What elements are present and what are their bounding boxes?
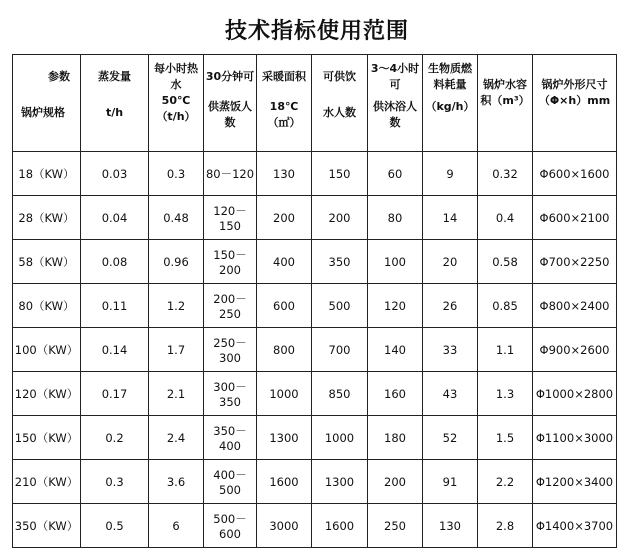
cell-heating-area: 1600 [257, 460, 312, 504]
header-text: 采暖面积 [262, 70, 306, 83]
cell-model: 18（KW） [13, 152, 81, 196]
header-unit: 积（m³） [480, 94, 530, 107]
header-text: 锅炉外形尺寸 [541, 78, 608, 91]
cell-bath-people: 200 [368, 460, 423, 504]
cell-meal-people: 200－250 [204, 284, 257, 328]
cell-evaporation: 0.2 [81, 416, 149, 460]
cell-bath-people: 160 [368, 372, 423, 416]
cell-dimensions: Φ800×2400 [533, 284, 617, 328]
cell-dimensions: Φ900×2600 [533, 328, 617, 372]
page-title: 技术指标使用范围 [224, 19, 409, 44]
cell-heating-area: 1300 [257, 416, 312, 460]
header-unit: 50℃ [161, 94, 191, 107]
cell-hot-water: 3.6 [149, 460, 204, 504]
cell-heating-area: 1000 [257, 372, 312, 416]
header-unit: （Φ×h）mm [538, 94, 611, 107]
header-water-volume [478, 55, 533, 152]
cell-bath-people: 80 [368, 196, 423, 240]
cell-model: 350（KW） [13, 504, 81, 548]
cell-evaporation: 0.5 [81, 504, 149, 548]
header-text: 锅炉水容 [483, 78, 527, 91]
header-spec-param: 参数 [48, 70, 70, 83]
header-meal-people [204, 55, 257, 152]
header-unit-2: （㎡） [267, 116, 301, 129]
cell-drinking-people: 1300 [312, 460, 368, 504]
cell-water-volume: 0.58 [478, 240, 533, 284]
header-text: 可供饮 [323, 70, 356, 83]
cell-drinking-people: 200 [312, 196, 368, 240]
header-unit: 18℃ [269, 100, 299, 113]
cell-evaporation: 0.3 [81, 460, 149, 504]
header-unit: （kg/h） [425, 100, 475, 113]
header-bath-people [368, 55, 423, 152]
cell-model: 120（KW） [13, 372, 81, 416]
cell-meal-people: 300－350 [204, 372, 257, 416]
cell-model: 80（KW） [13, 284, 81, 328]
header-text: 每小时热水 [154, 62, 198, 91]
table-row [13, 196, 617, 240]
cell-water-volume: 1.3 [478, 372, 533, 416]
cell-bath-people: 60 [368, 152, 423, 196]
cell-evaporation: 0.08 [81, 240, 149, 284]
header-fuel-consumption [423, 55, 478, 152]
cell-evaporation: 0.11 [81, 284, 149, 328]
cell-hot-water: 0.3 [149, 152, 204, 196]
cell-model: 210（KW） [13, 460, 81, 504]
cell-hot-water: 0.48 [149, 196, 204, 240]
cell-dimensions: Φ1100×3000 [533, 416, 617, 460]
cell-heating-area: 130 [257, 152, 312, 196]
header-unit: t/h [105, 106, 124, 119]
cell-bath-people: 250 [368, 504, 423, 548]
table-body [13, 152, 617, 548]
cell-meal-people: 400－500 [204, 460, 257, 504]
header-spec [13, 55, 81, 152]
cell-fuel-consumption: 52 [423, 416, 478, 460]
cell-meal-people: 150－200 [204, 240, 257, 284]
cell-fuel-consumption: 130 [423, 504, 478, 548]
cell-evaporation: 0.17 [81, 372, 149, 416]
header-unit-2: （t/h） [156, 110, 196, 123]
cell-model: 150（KW） [13, 416, 81, 460]
cell-water-volume: 2.2 [478, 460, 533, 504]
header-text-2: 供蒸饭人数 [208, 100, 252, 129]
cell-drinking-people: 850 [312, 372, 368, 416]
cell-water-volume: 1.5 [478, 416, 533, 460]
table-row [13, 460, 617, 504]
header-text: 蒸发量 [98, 70, 131, 83]
cell-drinking-people: 1600 [312, 504, 368, 548]
cell-bath-people: 120 [368, 284, 423, 328]
header-spec-model: 锅炉规格 [21, 106, 65, 119]
cell-dimensions: Φ600×1600 [533, 152, 617, 196]
cell-meal-people: 350－400 [204, 416, 257, 460]
table-row [13, 240, 617, 284]
cell-hot-water: 0.96 [149, 240, 204, 284]
cell-dimensions: Φ1400×3700 [533, 504, 617, 548]
cell-hot-water: 1.7 [149, 328, 204, 372]
cell-drinking-people: 700 [312, 328, 368, 372]
cell-meal-people: 80－120 [204, 152, 257, 196]
header-text: 生物质燃 [428, 62, 472, 75]
table-row [13, 504, 617, 548]
cell-water-volume: 0.32 [478, 152, 533, 196]
header-text: 30分钟可 [205, 70, 255, 83]
cell-drinking-people: 350 [312, 240, 368, 284]
cell-heating-area: 3000 [257, 504, 312, 548]
table-row [13, 152, 617, 196]
cell-drinking-people: 500 [312, 284, 368, 328]
spec-table [12, 54, 617, 548]
cell-drinking-people: 150 [312, 152, 368, 196]
header-dimensions [533, 55, 617, 152]
header-text: 3～4小时可 [370, 62, 420, 91]
header-text-2: 供沐浴人数 [373, 100, 417, 129]
cell-evaporation: 0.04 [81, 196, 149, 240]
cell-model: 58（KW） [13, 240, 81, 284]
cell-evaporation: 0.03 [81, 152, 149, 196]
cell-fuel-consumption: 26 [423, 284, 478, 328]
cell-fuel-consumption: 33 [423, 328, 478, 372]
cell-heating-area: 400 [257, 240, 312, 284]
cell-fuel-consumption: 14 [423, 196, 478, 240]
header-text-2: 水人数 [323, 106, 356, 119]
cell-water-volume: 2.8 [478, 504, 533, 548]
cell-dimensions: Φ1200×3400 [533, 460, 617, 504]
cell-drinking-people: 1000 [312, 416, 368, 460]
table-row [13, 328, 617, 372]
cell-water-volume: 0.85 [478, 284, 533, 328]
header-drinking-people [312, 55, 368, 152]
cell-bath-people: 140 [368, 328, 423, 372]
cell-bath-people: 100 [368, 240, 423, 284]
header-text-2: 料耗量 [433, 78, 467, 91]
cell-meal-people: 500－600 [204, 504, 257, 548]
cell-dimensions: Φ700×2250 [533, 240, 617, 284]
cell-bath-people: 180 [368, 416, 423, 460]
cell-fuel-consumption: 20 [423, 240, 478, 284]
cell-model: 28（KW） [13, 196, 81, 240]
cell-dimensions: Φ600×2100 [533, 196, 617, 240]
table-row [13, 416, 617, 460]
cell-hot-water: 2.4 [149, 416, 204, 460]
cell-water-volume: 0.4 [478, 196, 533, 240]
cell-model: 100（KW） [13, 328, 81, 372]
cell-dimensions: Φ1000×2800 [533, 372, 617, 416]
cell-heating-area: 200 [257, 196, 312, 240]
cell-fuel-consumption: 91 [423, 460, 478, 504]
cell-fuel-consumption: 9 [423, 152, 478, 196]
header-evaporation [81, 55, 149, 152]
cell-hot-water: 2.1 [149, 372, 204, 416]
cell-hot-water: 6 [149, 504, 204, 548]
cell-heating-area: 800 [257, 328, 312, 372]
table-row [13, 372, 617, 416]
header-heating-area [257, 55, 312, 152]
cell-fuel-consumption: 43 [423, 372, 478, 416]
header-row [13, 55, 617, 152]
cell-meal-people: 250－300 [204, 328, 257, 372]
cell-hot-water: 1.2 [149, 284, 204, 328]
cell-water-volume: 1.1 [478, 328, 533, 372]
cell-evaporation: 0.14 [81, 328, 149, 372]
header-hot-water [149, 55, 204, 152]
cell-meal-people: 120－150 [204, 196, 257, 240]
table-row [13, 284, 617, 328]
cell-heating-area: 600 [257, 284, 312, 328]
